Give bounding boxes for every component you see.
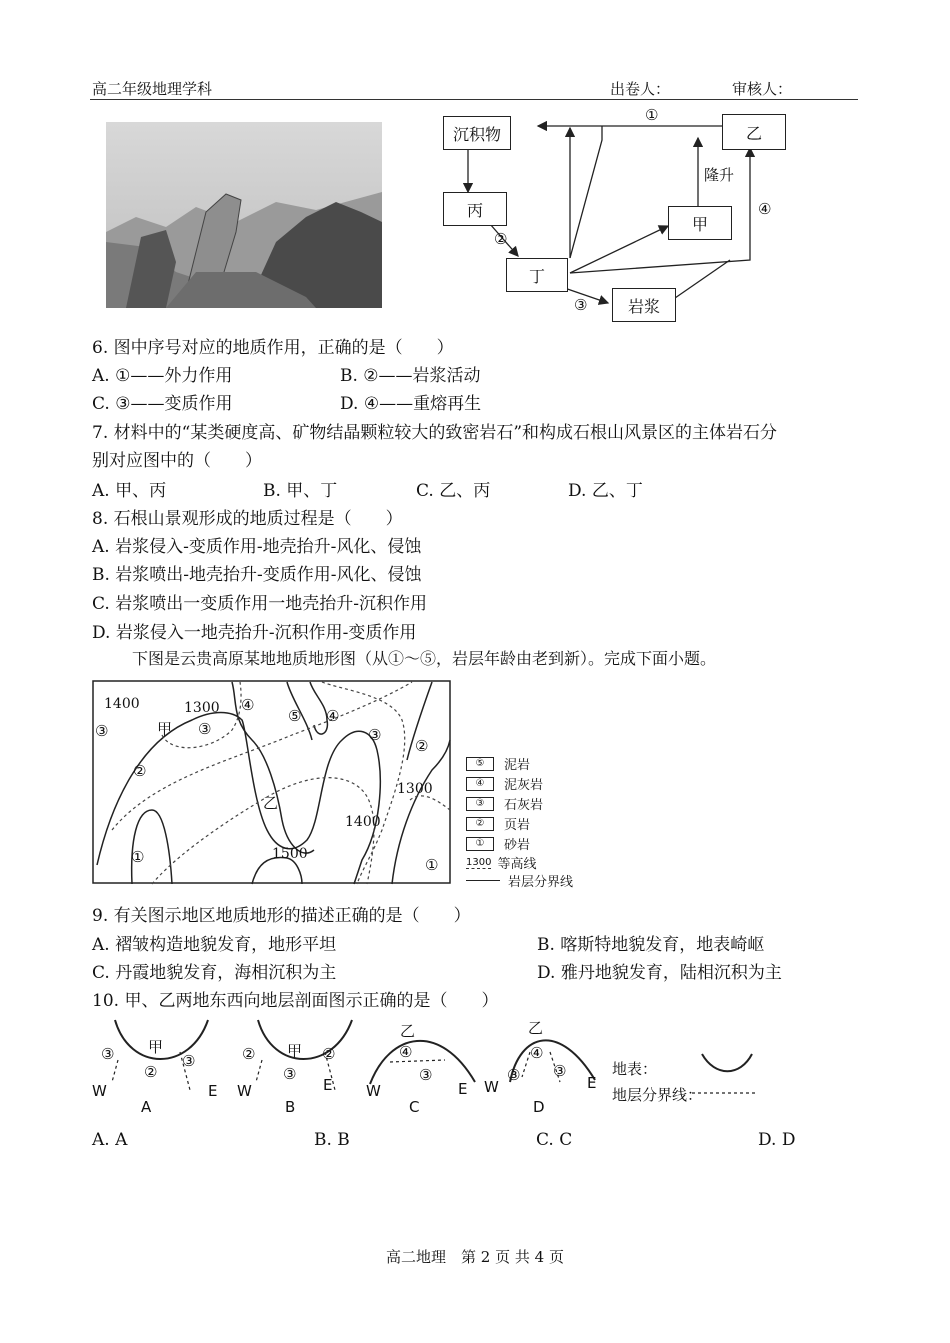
legend-shale: ② 页岩 [466, 814, 530, 833]
map-r4-right: ④ [326, 707, 340, 725]
q6-stem: 6. 图中序号对应的地质作用，正确的是（ ） [92, 338, 454, 358]
q8-c[interactable]: C. 岩浆喷出一变质作用一地壳抬升-沉积作用 [92, 594, 427, 614]
profileA-label: A [141, 1098, 152, 1116]
intro-text: 下图是云贵高原某地地质地形图（从①～⑤，岩层年龄由老到新）。完成下面小题。 [132, 649, 717, 668]
map-r2-left: ② [133, 762, 147, 780]
map-r3-upper: ③ [198, 720, 212, 738]
q7-d[interactable]: D. 乙、丁 [568, 481, 643, 501]
label-n1: ① [645, 106, 659, 124]
q7-b[interactable]: B. 甲、丁 [263, 481, 338, 501]
q9-c[interactable]: C. 丹霞地貌发育，海相沉积为主 [92, 963, 337, 983]
profileC-c4: ④ [399, 1043, 413, 1061]
profileB-c2-right: ② [322, 1045, 336, 1063]
map-contour-1400b: 1400 [345, 814, 381, 830]
profileC-yi: 乙 [400, 1022, 416, 1040]
header-rule [90, 99, 858, 100]
profileA-c2: ② [144, 1063, 158, 1081]
box-jia: 甲 [668, 206, 732, 240]
q7-a[interactable]: A. 甲、丙 [92, 481, 167, 501]
q9-a[interactable]: A. 褶皱构造地貌发育，地形平坦 [92, 935, 337, 955]
page-footer: 高二地理 第 2 页 共 4 页 [386, 1248, 564, 1266]
profileA-c3-right: ③ [182, 1052, 196, 1070]
map-contour-1300b: 1300 [397, 781, 433, 797]
q8-b[interactable]: B. 岩浆喷出-地壳抬升-变质作用-风化、侵蚀 [92, 565, 422, 585]
profile-legend-surface: 地表： [612, 1060, 658, 1078]
profileB-c2-left: ② [242, 1045, 256, 1063]
map-r1-right: ① [425, 856, 439, 874]
q8-stem: 8. 石根山景观形成的地质过程是（ ） [92, 509, 403, 529]
profileD-label: D [533, 1098, 545, 1116]
q6-d[interactable]: D. ④——重熔再生 [340, 394, 482, 414]
map-jia: 甲 [157, 720, 173, 738]
map-contour-1500: 1500 [272, 846, 308, 862]
profileD-c3-right: ③ [553, 1062, 567, 1080]
legend-sandstone: ① 砂岩 [466, 834, 530, 853]
map-r2-right: ② [415, 737, 429, 755]
profileB-label: B [285, 1098, 296, 1116]
box-bing: 丙 [443, 192, 507, 226]
profile-legend-boundary: 地层分界线： [612, 1086, 703, 1104]
box-sediment: 沉积物 [443, 116, 511, 150]
legend-boundary: 岩层分界线 [466, 871, 573, 890]
legend-mudstone: ⑤ 泥岩 [466, 754, 530, 773]
header-subject: 高二年级地理学科 [92, 80, 213, 98]
q10-stem: 10. 甲、乙两地东西向地层剖面图示正确的是（ ） [92, 991, 499, 1011]
rock-landscape-photo [106, 122, 382, 308]
legend-contour: 1300 等高线 [466, 856, 537, 872]
profileD-c3-left: ③ [507, 1066, 521, 1084]
label-uplift: 隆升 [704, 166, 735, 184]
profileA-w: W [92, 1082, 107, 1100]
q6-a[interactable]: A. ①——外力作用 [92, 366, 233, 386]
box-yi: 乙 [722, 114, 786, 150]
profileC-label: C [409, 1098, 420, 1116]
q10-a[interactable]: A. A [92, 1130, 128, 1150]
legend-limestone: ③ 石灰岩 [466, 794, 543, 813]
q9-stem: 9. 有关图示地区地质地形的描述正确的是（ ） [92, 906, 471, 926]
profileA-jia: 甲 [148, 1038, 164, 1056]
profileC-e: E [458, 1080, 468, 1098]
profileA-c3-left: ③ [101, 1045, 115, 1063]
q9-b[interactable]: B. 喀斯特地貌发育，地表崎岖 [537, 935, 765, 955]
map-r4-upper: ④ [241, 696, 255, 714]
profileB-e: E [323, 1076, 333, 1094]
profileC-w: W [366, 1082, 381, 1100]
q8-d[interactable]: D. 岩浆侵入一地壳抬升-沉积作用-变质作用 [92, 623, 417, 643]
box-ding: 丁 [506, 258, 568, 292]
q6-c[interactable]: C. ③——变质作用 [92, 394, 233, 414]
q10-b[interactable]: B. B [314, 1130, 350, 1150]
header-reviewer: 审核人： [732, 80, 793, 98]
map-r3-right: ③ [368, 726, 382, 744]
profileD-c4: ④ [530, 1044, 544, 1062]
map-r1-left: ① [131, 848, 145, 866]
profileB-jia: 甲 [287, 1042, 303, 1060]
q6-b[interactable]: B. ②——岩浆活动 [340, 366, 481, 386]
label-n2: ② [494, 230, 508, 248]
box-magma: 岩浆 [612, 288, 676, 322]
q10-c[interactable]: C. C [536, 1130, 573, 1150]
header-setter: 出卷人： [610, 80, 671, 98]
profileB-w: W [237, 1082, 252, 1100]
q7-c[interactable]: C. 乙、丙 [416, 481, 491, 501]
map-contour-1400a: 1400 [104, 696, 140, 712]
profileA-e: E [208, 1082, 218, 1100]
profileC-c3: ③ [419, 1066, 433, 1084]
label-n3: ③ [574, 296, 588, 314]
q9-d[interactable]: D. 雅丹地貌发育，陆相沉积为主 [537, 963, 782, 983]
profileD-yi: 乙 [528, 1019, 544, 1037]
q7-stem-1: 7. 材料中的“某类硬度高、矿物结晶颗粒较大的致密岩石”和构成石根山风景区的主体岩石分 [92, 423, 778, 443]
profileD-e: E [587, 1074, 597, 1092]
map-yi: 乙 [263, 794, 279, 812]
map-r5: ⑤ [288, 707, 302, 725]
map-contour-1300a: 1300 [184, 700, 220, 716]
label-n4: ④ [758, 200, 772, 218]
legend-marl: ④ 泥灰岩 [466, 774, 543, 793]
profileB-c3: ③ [283, 1065, 297, 1083]
q7-stem-2: 别对应图中的（ ） [92, 451, 262, 471]
profileD-w: W [484, 1078, 499, 1096]
q10-d[interactable]: D. D [758, 1130, 796, 1150]
map-r3-left: ③ [95, 722, 109, 740]
q8-a[interactable]: A. 岩浆侵入-变质作用-地壳抬升-风化、侵蚀 [92, 537, 422, 557]
